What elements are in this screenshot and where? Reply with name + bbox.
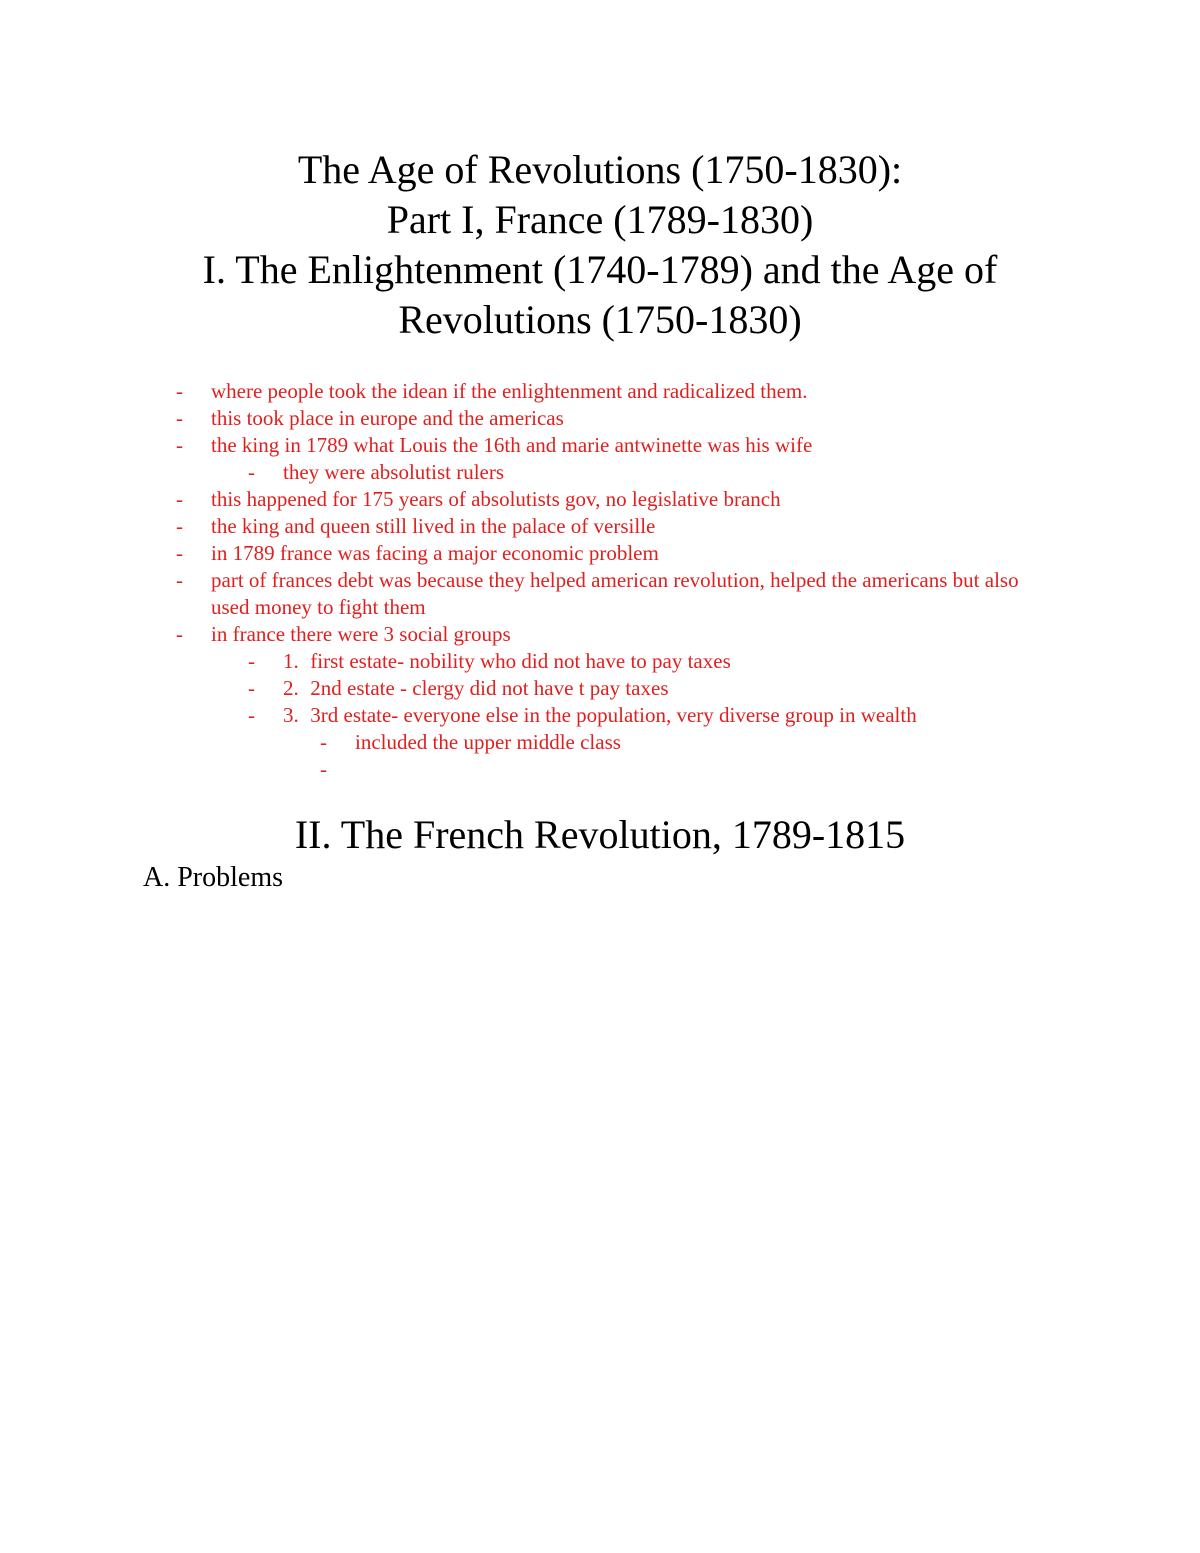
note-text: the king in 1789 what Louis the 16th and marie antwinette was his wife bbox=[211, 433, 813, 457]
section-2-subheading: A. Problems bbox=[143, 862, 283, 893]
note-item bbox=[170, 405, 1070, 432]
bullet-dash: - bbox=[320, 757, 327, 781]
section-1-heading-line-2: Revolutions (1750-1830) bbox=[398, 297, 802, 342]
note-text: this happened for 175 years of absolutists gov, no legislative branch bbox=[211, 487, 781, 511]
bullet-dash: - bbox=[176, 568, 183, 592]
bullet-dash: - bbox=[176, 514, 183, 538]
item-number: 1. bbox=[283, 649, 299, 673]
note-item bbox=[170, 621, 1070, 648]
note-item bbox=[170, 432, 1070, 459]
note-text: 3rd estate- everyone else in the population, very diverse group in wealth bbox=[310, 703, 917, 727]
bullet-dash: - bbox=[320, 730, 327, 754]
bullet-dash: - bbox=[248, 460, 255, 484]
note-text: included the upper middle class bbox=[355, 730, 621, 754]
bullet-dash: - bbox=[248, 703, 255, 727]
note-text: 2nd estate - clergy did not have t pay taxes bbox=[310, 676, 669, 700]
bullet-dash: - bbox=[248, 649, 255, 673]
note-text: they were absolutist rulers bbox=[283, 460, 505, 484]
note-subsubitem bbox=[314, 729, 1070, 756]
note-subitem bbox=[242, 648, 1070, 675]
note-item bbox=[170, 540, 1070, 567]
note-item bbox=[170, 378, 1070, 405]
note-subitem bbox=[242, 702, 1070, 729]
bullet-dash: - bbox=[176, 487, 183, 511]
note-subsubitem bbox=[314, 756, 1070, 783]
title-line-1: The Age of Revolutions (1750-1830): bbox=[297, 147, 903, 192]
note-text: where people took the idean if the enlightenment and radicalized them. bbox=[211, 379, 808, 403]
note-text: in france there were 3 social groups bbox=[211, 622, 511, 646]
note-item bbox=[170, 513, 1070, 540]
bullet-dash: - bbox=[248, 676, 255, 700]
item-number: 2. bbox=[283, 676, 299, 700]
item-number: 3. bbox=[283, 703, 299, 727]
bullet-dash: - bbox=[176, 622, 183, 646]
note-text: in 1789 france was facing a major economic problem bbox=[211, 541, 659, 565]
section-1-heading-line-1: I. The Enlightenment (1740-1789) and the Age of bbox=[202, 247, 998, 292]
bullet-dash: - bbox=[176, 541, 183, 565]
document-title bbox=[0, 145, 1200, 345]
bullet-dash: - bbox=[176, 406, 183, 430]
note-item bbox=[170, 567, 1041, 621]
bullet-dash: - bbox=[176, 433, 183, 457]
note-text: part of frances debt was because they helped american revolution, helped the americans but also used money to fight them bbox=[211, 568, 1019, 619]
note-subitem bbox=[242, 459, 1070, 486]
note-text: the king and queen still lived in the palace of versille bbox=[211, 514, 656, 538]
note-text: first estate- nobility who did not have to pay taxes bbox=[310, 649, 731, 673]
section-2-heading: II. The French Revolution, 1789-1815 bbox=[294, 812, 906, 857]
title-line-2: Part I, France (1789-1830) bbox=[386, 197, 814, 242]
bullet-dash: - bbox=[176, 379, 183, 403]
notes-list bbox=[170, 378, 1070, 783]
note-item bbox=[170, 486, 1070, 513]
note-text: this took place in europe and the americas bbox=[211, 406, 564, 430]
note-subitem bbox=[242, 675, 1070, 702]
